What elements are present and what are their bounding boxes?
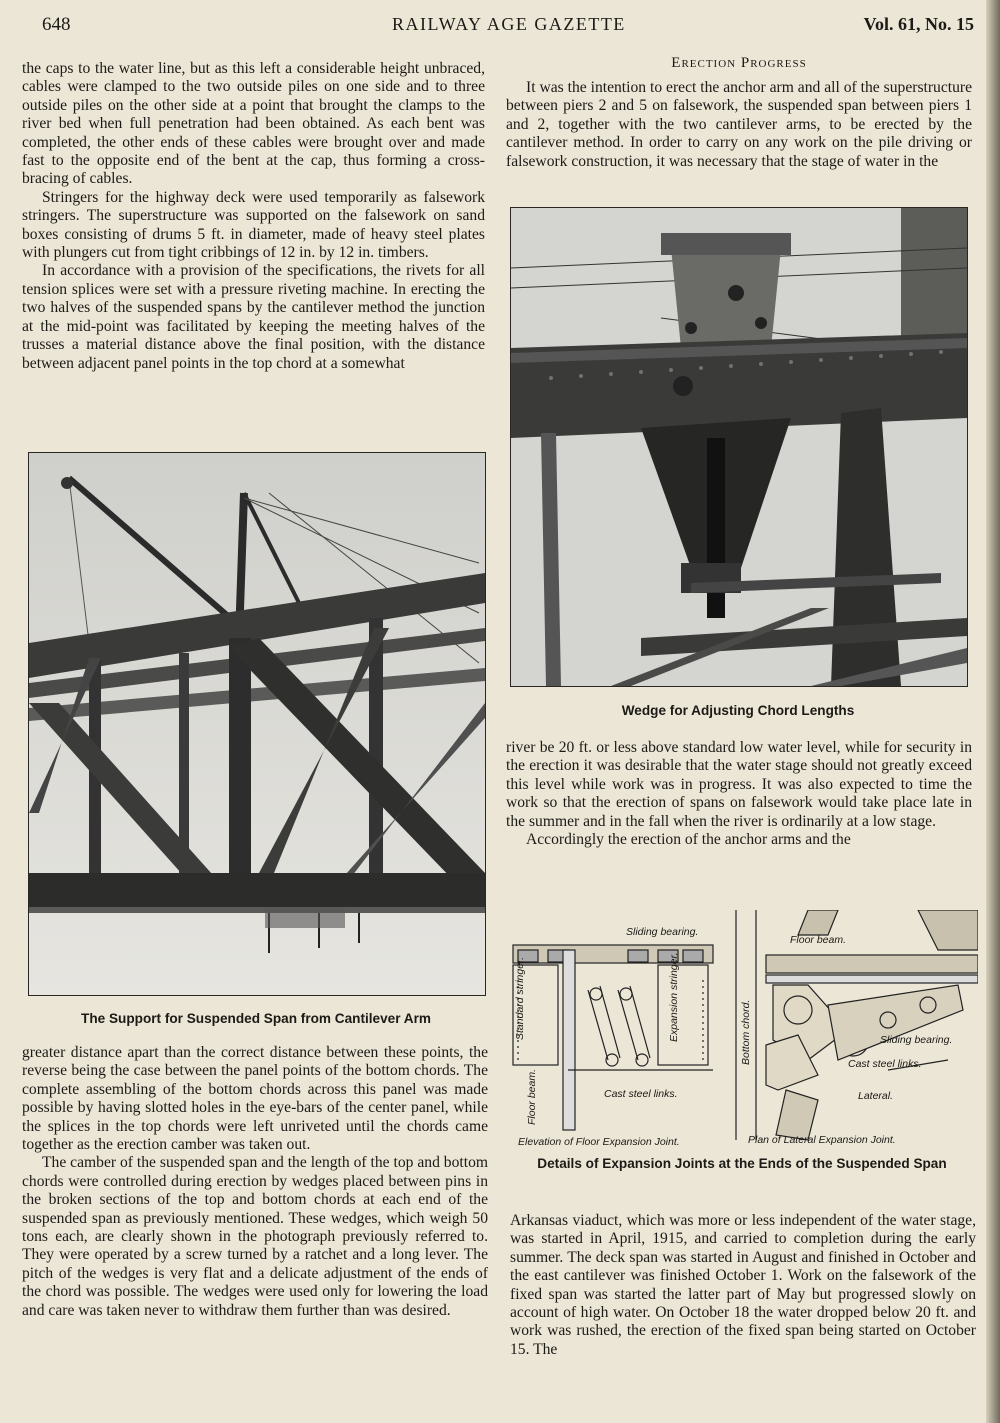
paragraph: greater distance apart than the correct distance between these points, the reverse being the case between the panel points of the bottom chords. The complete assembling of the bottom chords across this panel was made possible by having slotted holes in the eye-bars of the center panel, while the splices in the top chords were left unriveted until the chords came together as the erection camber was taken out. xyxy=(22,1044,488,1154)
paragraph: Arkansas viaduct, which was more or less independent of the water stage, was started in April, 1915, and carried to completion during the early summer. The deck span was started in August and finished in October and the east cantilever was finished October 1. Work on the falsework of the fixed span was started the latter part of May but progressed slowly on account of high water. On October 18 the water dropped below 20 ft. and work was rushed, the erection of the fixed span being started on October 15. The xyxy=(510,1212,976,1358)
expansion-stringer-label: Expansion stringer. xyxy=(668,952,680,1042)
paragraph: the caps to the water line, but as this left a considerable height unbraced, cables were clamped to the two outside piles on one side and to three outside piles on the other side at a point that brought the clamps to the river bed when full penetration had been obtained. As each bent was completed, the other ends of these cables were brought over and made fast to the opposite end of the bent at the cap, thus forming a cross-bracing of cables. xyxy=(22,60,485,188)
paragraph: The camber of the suspended span and the length of the top and bottom chords were controlled during erection by wedges placed between pins in the broken sections of the top and bottom chords at each end of the suspended span as previously mentioned. These wedges, which weigh 50 tons each, are clearly shown in the photograph previously referred to. They were operated by a screw turned by a ratchet and a long lever. The pitch of the wedges is very flat and a delicate adjustment of the ends of the chord was possible. The wedges were used only for lowering the load and care was taken never to withdraw them further than was desired. xyxy=(22,1154,488,1319)
bottom-chord-label: Bottom chord. xyxy=(740,999,752,1065)
right-subcaption: Plan of Lateral Expansion Joint. xyxy=(748,1134,896,1146)
expansion-joint-drawing xyxy=(508,910,978,1150)
cast-steel-links-label-left: Cast steel links. xyxy=(604,1088,678,1100)
left-photo-caption: The Support for Suspended Span from Cantilever Arm xyxy=(81,1011,431,1026)
left-subcaption: Elevation of Floor Expansion Joint. xyxy=(518,1136,680,1148)
sliding-bearing-label-right: Sliding bearing. xyxy=(880,1034,953,1046)
floor-beam-label-left: Floor beam. xyxy=(526,1068,538,1125)
paragraph: Stringers for the highway deck were used temporarily as falsework stringers. The superstructure was supported on the falsework on sand boxes consisting of drums 5 ft. in diameter, made of heavy steel plates with plungers cut from tight cribbings of 12 in. by 12 in. timbers. xyxy=(22,188,485,262)
left-column-bottom-text xyxy=(22,1044,488,1320)
page-edge xyxy=(986,0,1000,1423)
right-column-top-text xyxy=(506,79,972,171)
wedge-photo xyxy=(510,207,968,687)
right-column-bottom-text xyxy=(510,1212,976,1359)
lateral-label: Lateral. xyxy=(858,1090,894,1102)
right-photo-caption: Wedge for Adjusting Chord Lengths xyxy=(621,703,855,718)
left-column-top-text xyxy=(22,60,485,373)
right-column-middle-text xyxy=(506,739,972,849)
publication-title: RAILWAY AGE GAZETTE xyxy=(392,14,626,34)
figure-caption: Details of Expansion Joints at the Ends of the Suspended Span xyxy=(537,1156,947,1171)
cast-steel-links-label-right: Cast steel links. xyxy=(848,1058,922,1070)
floor-beam-label-right: Floor beam. xyxy=(790,934,847,946)
volume-issue: Vol. 61, No. 15 xyxy=(863,14,974,34)
standard-stringer-label: Standard stringer. xyxy=(514,956,526,1040)
sliding-bearing-label-left: Sliding bearing. xyxy=(626,926,699,938)
running-header xyxy=(20,12,980,38)
paragraph: Accordingly the erection of the anchor arms and the xyxy=(526,831,851,849)
cantilever-support-photo xyxy=(28,452,486,996)
section-heading: Erection Progress xyxy=(671,55,807,71)
paragraph: river be 20 ft. or less above standard low water level, while for security in the erection it was desirable that the water stage should not greatly exceed this level while work was in progress. It was also expected to time the work so that the erection of spans on falsework would take place late in the summer and in the fall when the river is ordinarily at a low stage. xyxy=(506,739,972,830)
page-number: 648 xyxy=(42,14,71,35)
paragraph: It was the intention to erect the anchor arm and all of the superstructure between piers 2 and 5 on falsework, the suspended span between piers 1 and 2, together with the two cantilever arms, to be erected by the cantilever method. In order to carry on any work on the pile driving or falsework construction, it was necessary that the stage of water in the xyxy=(506,79,972,170)
paragraph: In accordance with a provision of the specifications, the rivets for all tension splices were set with a pressure riveting machine. In erecting the two halves of the suspended spans by the cantilever method the junction at the mid-point was facilitated by keeping the meeting halves of the trusses a material distance above the final position, with the distance between adjacent panel points in the top chord at a somewhat xyxy=(22,262,485,372)
